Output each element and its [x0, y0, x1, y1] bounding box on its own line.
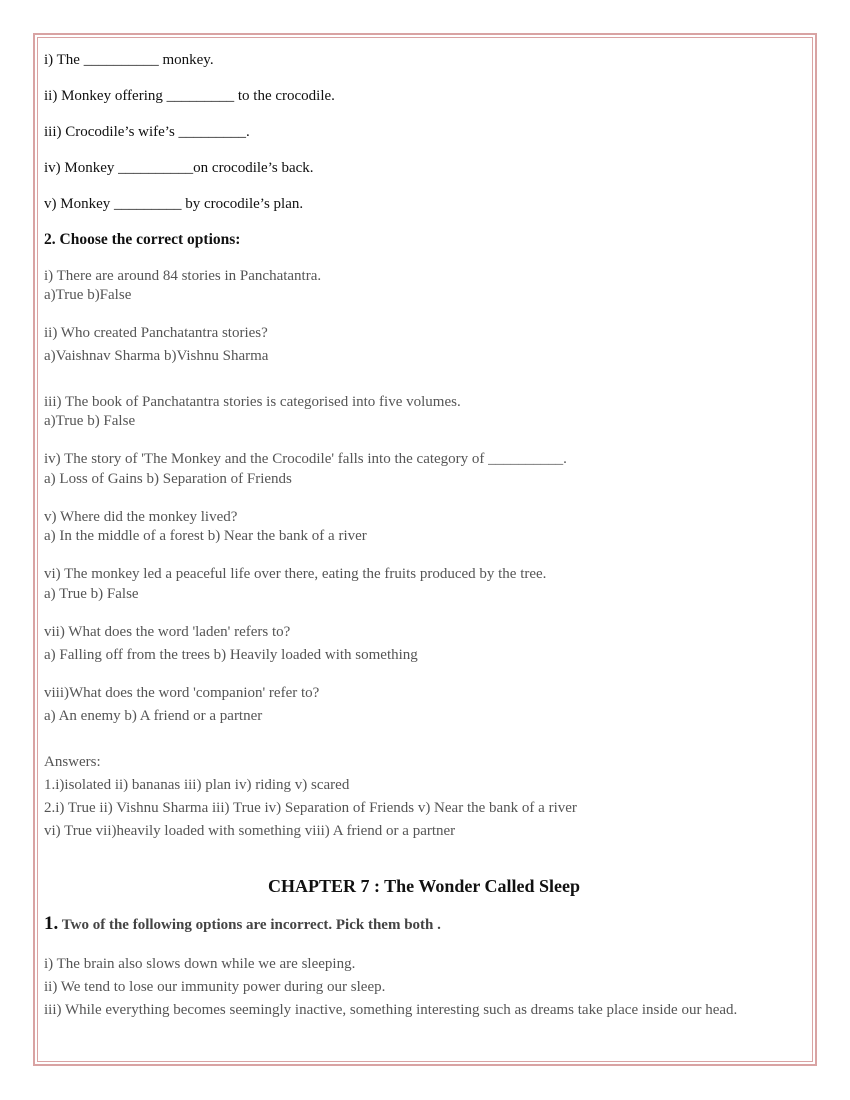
question-options: a) An enemy b) A friend or a partner — [44, 708, 263, 724]
chapter-title: CHAPTER 7 : The Wonder Called Sleep — [267, 876, 581, 896]
question-text: iii) The book of Panchatantra stories is categorised into five volumes. — [44, 394, 461, 410]
option-item: i) The brain also slows down while we are sleeping. — [44, 956, 356, 972]
option-item: ii) We tend to lose our immunity power during our sleep. — [44, 979, 386, 995]
answers-title: Answers: — [44, 754, 101, 770]
question-text: iv) The story of 'The Monkey and the Crocodile' falls into the category of __________. — [44, 451, 567, 467]
option-item: iii) While everything becomes seemingly inactive, something interesting such as dreams take place inside our head. — [44, 1002, 738, 1018]
question-number: 1. — [44, 913, 59, 934]
question-options: a) In the middle of a forest b) Near the bank of a river — [44, 528, 367, 544]
answers-line: 1.i)isolated ii) bananas iii) plan iv) riding v) scared — [44, 777, 350, 793]
question-text: i) There are around 84 stories in Panchatantra. — [44, 268, 322, 284]
question-options: a)True b)False — [44, 287, 132, 303]
question-instruction: Two of the following options are incorrect. Pick them both . — [58, 917, 441, 933]
answers-line: 2.i) True ii) Vishnu Sharma iii) True iv) Separation of Friends v) Near the bank of a river — [44, 800, 577, 816]
fill-blank-item: iv) Monkey __________on crocodile’s back. — [44, 160, 314, 176]
fill-blank-item: iii) Crocodile’s wife’s _________. — [44, 124, 250, 140]
question-options: a) Falling off from the trees b) Heavily loaded with something — [44, 647, 418, 663]
question-options: a) Loss of Gains b) Separation of Friends — [44, 471, 292, 487]
answers-line: vi) True vii)heavily loaded with something viii) A friend or a partner — [44, 823, 456, 839]
chapter-question — [44, 915, 441, 934]
section-heading: 2. Choose the correct options: — [44, 231, 241, 248]
question-options: a)Vaishnav Sharma b)Vishnu Sharma — [44, 348, 269, 364]
question-options: a) True b) False — [44, 586, 139, 602]
question-text: vi) The monkey led a peaceful life over there, eating the fruits produced by the tree. — [44, 566, 547, 582]
question-text: vii) What does the word 'laden' refers to? — [44, 624, 291, 640]
fill-blank-item: ii) Monkey offering _________ to the crocodile. — [44, 88, 335, 104]
fill-blank-item: v) Monkey _________ by crocodile’s plan. — [44, 196, 304, 212]
question-text: ii) Who created Panchatantra stories? — [44, 325, 268, 341]
fill-blank-item: i) The __________ monkey. — [44, 52, 214, 68]
question-options: a)True b) False — [44, 413, 136, 429]
question-text: v) Where did the monkey lived? — [44, 509, 238, 525]
page-border-inner — [37, 37, 813, 1062]
question-text: viii)What does the word 'companion' refer to? — [44, 685, 320, 701]
